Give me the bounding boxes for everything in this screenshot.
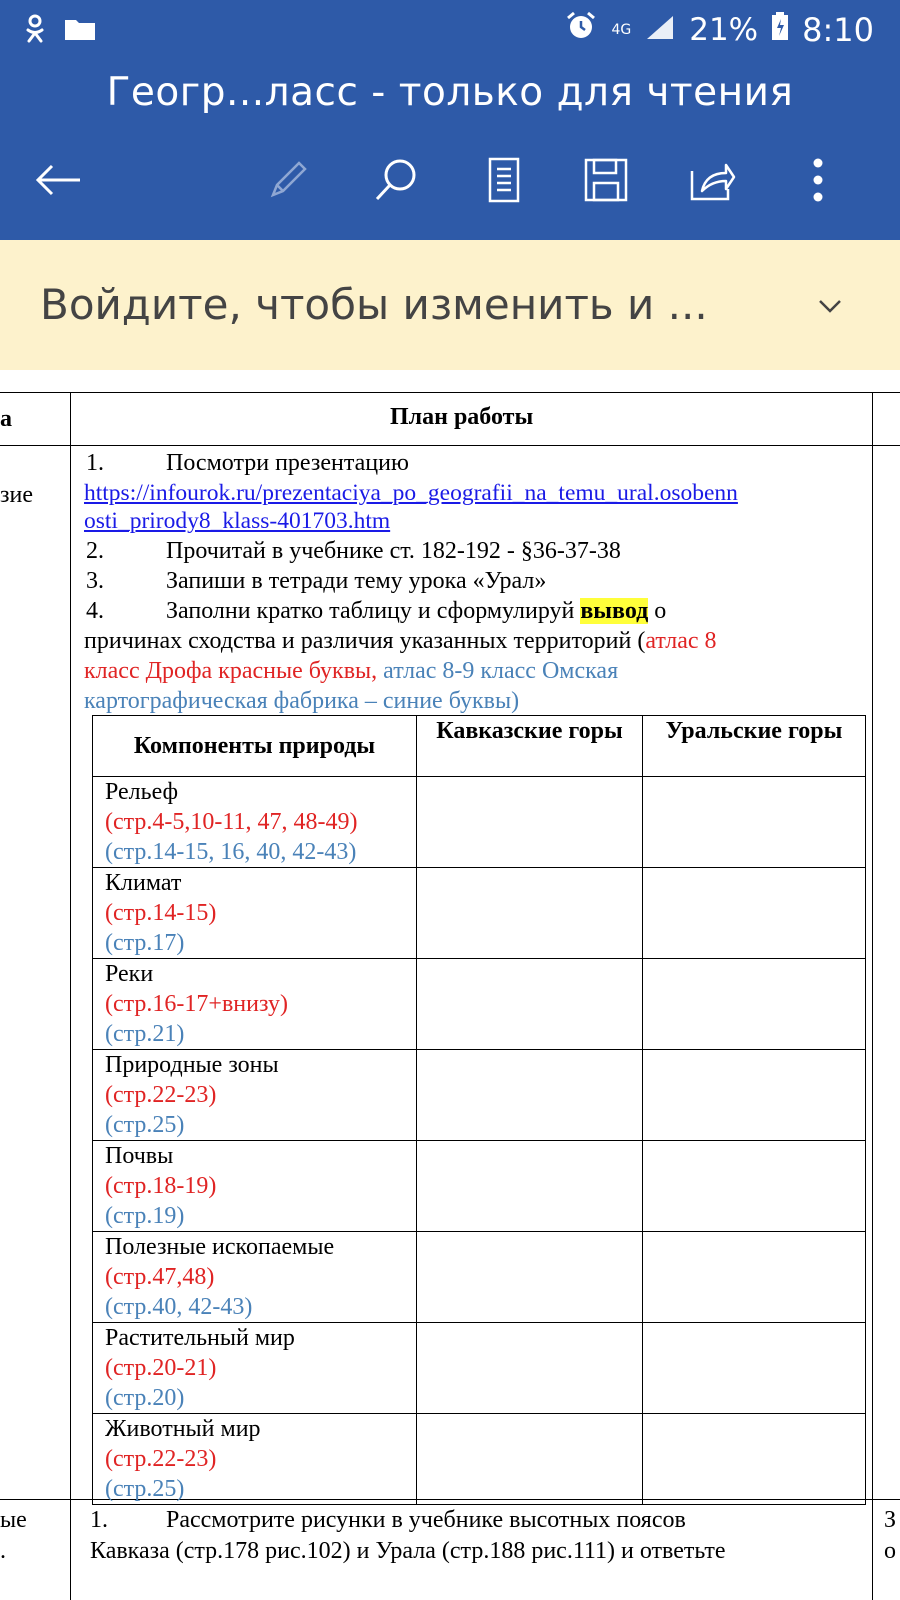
folder-icon (64, 17, 96, 45)
signal-icon (645, 12, 675, 48)
omsk-page-ref: (стр.17) (105, 930, 185, 956)
table-row (93, 1232, 866, 1323)
component-name: Реки (105, 961, 154, 987)
omsk-page-ref: (стр.14-15, 16, 40, 42-43) (105, 839, 357, 865)
clock: 8:10 (802, 11, 874, 49)
drofa-page-ref: (стр.22-23) (105, 1446, 217, 1472)
caucasus-answer-cell (417, 1141, 643, 1232)
comparison-table (92, 715, 866, 1505)
column-header: Кавказские горы (417, 716, 643, 777)
omsk-page-ref: (стр.40, 42-43) (105, 1294, 253, 1320)
ural-answer-cell (643, 868, 866, 959)
share-icon (688, 157, 736, 207)
ural-answer-cell (643, 1414, 866, 1505)
omsk-page-ref: (стр.19) (105, 1203, 185, 1229)
left-col-fragment: а (0, 406, 12, 432)
ural-answer-cell (643, 1050, 866, 1141)
item-number: 1. (90, 1507, 108, 1533)
caucasus-answer-cell (417, 1323, 643, 1414)
nature-component-cell (93, 1323, 417, 1414)
caucasus-answer-cell (417, 777, 643, 868)
atlas-drofa-note-continued: класс Дрофа красные буквы, (84, 658, 378, 684)
right-column-border (872, 392, 873, 1600)
right-col-fragment: о (884, 1538, 896, 1564)
table-row (93, 777, 866, 868)
edit-button[interactable] (258, 152, 318, 212)
search-icon (372, 156, 420, 208)
document-title: Геогр...ласс - только для чтения (106, 70, 794, 115)
left-col-fragment: зие (0, 482, 33, 508)
alarm-icon (565, 10, 597, 50)
item-text: Посмотри презентацию (166, 450, 409, 476)
table-row (93, 1141, 866, 1232)
caucasus-answer-cell (417, 868, 643, 959)
omsk-page-ref: (стр.25) (105, 1476, 185, 1502)
table-row (93, 959, 866, 1050)
component-name: Рельеф (105, 779, 179, 805)
component-name: Почвы (105, 1143, 174, 1169)
more-options-icon (812, 157, 824, 207)
component-name: Климат (105, 870, 182, 896)
back-arrow-icon (34, 160, 82, 204)
component-name: Полезные ископаемые (105, 1234, 335, 1260)
nature-component-cell (93, 777, 417, 868)
outer-table-top-border (0, 392, 900, 393)
ural-answer-cell (643, 1141, 866, 1232)
nature-component-cell (93, 1232, 417, 1323)
ural-answer-cell (643, 1232, 866, 1323)
ural-answer-cell (643, 1323, 866, 1414)
drofa-page-ref: (стр.18-19) (105, 1173, 217, 1199)
sign-in-banner-text: Войдите, чтобы изменить и ... (40, 280, 708, 329)
more-options-button[interactable] (788, 152, 848, 212)
plan-header: План работы (390, 404, 534, 430)
item4-line2-black: причинах сходства и различия указанных территорий ( (84, 628, 646, 654)
presentation-link-continued[interactable]: osti_prirody8_klass-401703.htm (84, 508, 391, 534)
network-type-label: 4G (611, 22, 632, 38)
sign-in-banner[interactable] (0, 240, 900, 371)
reading-view-icon (487, 157, 521, 207)
drofa-page-ref: (стр.14-15) (105, 900, 217, 926)
battery-icon (772, 12, 788, 48)
table-row (93, 1050, 866, 1141)
atlas-drofa-note: атлас 8 (645, 628, 717, 654)
search-button[interactable] (366, 152, 426, 212)
battery-percent: 21% (689, 12, 759, 48)
table-row (93, 1323, 866, 1414)
item4-line3 (84, 656, 618, 686)
item-text: Запиши в тетради тему урока «Урал» (166, 568, 547, 594)
drofa-page-ref: (стр.22-23) (105, 1082, 217, 1108)
save-button[interactable] (576, 152, 636, 212)
nature-component-cell (93, 868, 417, 959)
nature-component-cell (93, 1050, 417, 1141)
reading-view-button[interactable] (474, 152, 534, 212)
left-col-fragment: ые (0, 1507, 27, 1533)
table-header-row (93, 716, 866, 777)
omsk-page-ref: (стр.25) (105, 1112, 185, 1138)
share-button[interactable] (682, 152, 742, 212)
column-header: Уральские горы (643, 716, 866, 777)
item-text (166, 596, 666, 626)
app-bar (0, 64, 900, 240)
omsk-page-ref: (стр.21) (105, 1021, 185, 1047)
nature-component-cell (93, 1414, 417, 1505)
pencil-icon (265, 157, 311, 207)
presentation-link[interactable]: https://infourok.ru/prezentaciya_po_geografii_na_temu_ural.osobenn (84, 480, 738, 506)
next-section-line1: Рассмотрите рисунки в учебнике высотных поясов (166, 1507, 686, 1533)
odnoklassniki-icon (26, 14, 44, 48)
column-header: Компоненты природы (93, 716, 417, 777)
item4-text-start: Заполни кратко таблицу и сформулируй (166, 598, 575, 624)
save-icon (583, 157, 629, 207)
component-name: Животный мир (105, 1416, 261, 1442)
caucasus-answer-cell (417, 1232, 643, 1323)
left-col-fragment: . (0, 1538, 6, 1564)
item-number: 1. (86, 450, 104, 476)
status-bar (0, 0, 900, 64)
drofa-page-ref: (стр.47,48) (105, 1264, 215, 1290)
caucasus-answer-cell (417, 1050, 643, 1141)
next-section-line2: Кавказа (стр.178 рис.102) и Урала (стр.188 рис.111) и ответьте (90, 1538, 726, 1564)
caucasus-answer-cell (417, 959, 643, 1050)
item-number: 3. (86, 568, 104, 594)
left-column-border (70, 392, 71, 1600)
table-row (93, 868, 866, 959)
expand-banner-button[interactable] (810, 286, 850, 326)
item4-text-end: о (654, 598, 667, 624)
ural-answer-cell (643, 959, 866, 1050)
drofa-page-ref: (стр.20-21) (105, 1355, 217, 1381)
chevron-down-icon (810, 311, 850, 330)
item-number: 4. (86, 598, 104, 624)
item-text: Прочитай в учебнике ст. 182-192 - §36-37-38 (166, 538, 621, 564)
header-row-border (0, 445, 900, 446)
back-button[interactable] (28, 152, 88, 212)
drofa-page-ref: (стр.4-5,10-11, 47, 48-49) (105, 809, 358, 835)
nature-component-cell (93, 1141, 417, 1232)
nature-component-cell (93, 959, 417, 1050)
toolbar (0, 152, 900, 212)
atlas-omsk-note: атлас 8-9 класс Омская (377, 658, 619, 684)
highlighted-word: вывод (580, 598, 649, 624)
item-number: 2. (86, 538, 104, 564)
ural-answer-cell (643, 777, 866, 868)
item4-line2 (84, 626, 717, 656)
atlas-omsk-note-continued: картографическая фабрика – синие буквы) (84, 688, 520, 714)
right-col-fragment: З (884, 1507, 897, 1533)
component-name: Природные зоны (105, 1052, 279, 1078)
document-view[interactable] (0, 370, 900, 1600)
component-name: Растительный мир (105, 1325, 295, 1351)
caucasus-answer-cell (417, 1414, 643, 1505)
table-row (93, 1414, 866, 1505)
omsk-page-ref: (стр.20) (105, 1385, 185, 1411)
drofa-page-ref: (стр.16-17+внизу) (105, 991, 288, 1017)
